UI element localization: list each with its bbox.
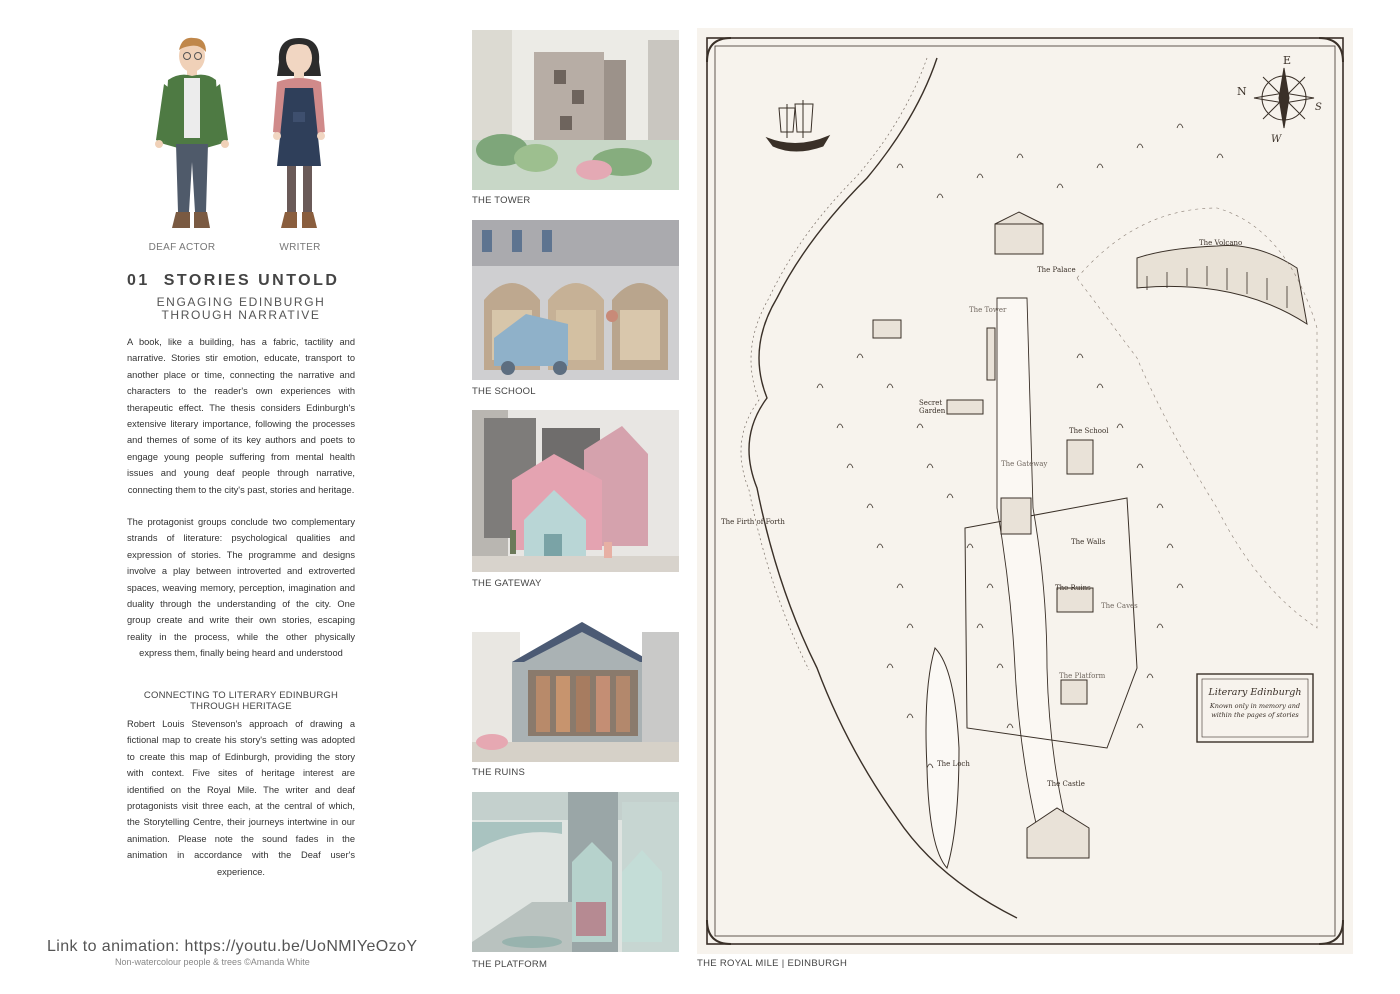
platform-illustration	[472, 792, 679, 952]
deaf-actor-figure	[150, 32, 240, 237]
title-text: STORIES UNTOLD	[163, 272, 340, 289]
body-paragraph-3: Robert Louis Stevenson's approach of drawing a fictional map to create his story's setting was adopted to create this map of Edinburgh, providing the story with context. Five sites of heritage interest are identified on the Royal Mile. The writer and deaf protagonists visit three each, at the central of which, the Storytelling Centre, their journeys intertwine in our animation. Please note the sound fades in the animation in accordance with the Deaf user's experience.	[127, 719, 355, 877]
label-firth: The Firth of Forth	[721, 518, 785, 526]
label-secret-garden-1: Secret	[919, 399, 943, 407]
label-loch: The Loch	[937, 760, 970, 768]
body-paragraph-1: A book, like a building, has a fabric, tactility and narrative. Stories stir emotion, educate, transport to another place or time, connecting the narrative and characters to the reader's own experiences with therapeutic effect. The thesis considers Edinburgh's extensive literary importance, following the processes and themes of some of its key authors and poets to engage young people suffering from mental health issues and young deaf people through narrative, connecting them to the city's past, stories and heritage.	[127, 337, 355, 495]
deaf-actor-label: DEAF ACTOR	[148, 242, 216, 253]
compass-n: N	[1237, 85, 1247, 98]
label-tower: The Tower	[969, 306, 1007, 314]
image-credit: Non-watercolour people & trees ©Amanda White	[115, 957, 310, 967]
writer-figure	[255, 32, 345, 237]
map-caption: THE ROYAL MILE | EDINBURGH	[697, 958, 848, 969]
legend-title: Literary Edinburgh	[1208, 687, 1302, 698]
ruins-illustration	[472, 602, 679, 762]
label-palace: The Palace	[1037, 266, 1076, 274]
compass-s: S	[1315, 102, 1322, 113]
legend-text: Known only in memory and within the pages of stories	[1209, 702, 1301, 719]
label-secret-garden-2: Garden	[919, 407, 946, 415]
label-platform: The Platform	[1059, 672, 1106, 680]
label-walls: The Walls	[1071, 538, 1106, 546]
gateway-illustration	[472, 410, 679, 572]
label-ruins: The Ruins	[1055, 584, 1091, 592]
map-legend	[1197, 674, 1313, 742]
platform-caption: THE PLATFORM	[472, 959, 548, 970]
tower-caption: THE TOWER	[472, 195, 531, 206]
gateway-caption: THE GATEWAY	[472, 578, 542, 589]
label-volcano: The Volcano	[1199, 239, 1243, 247]
label-caves: The Caves	[1101, 602, 1138, 610]
compass-e: E	[1283, 54, 1292, 67]
tower-illustration	[472, 30, 679, 190]
label-castle: The Castle	[1047, 780, 1085, 788]
school-caption: THE SCHOOL	[472, 386, 536, 397]
label-school: The School	[1069, 427, 1109, 435]
page-title	[127, 272, 339, 290]
page-subtitle: ENGAGING EDINBURGH THROUGH NARRATIVE	[156, 295, 326, 322]
writer-label: WRITER	[279, 242, 321, 253]
label-gateway: The Gateway	[1001, 460, 1048, 468]
ruins-caption: THE RUINS	[472, 767, 525, 778]
section-heading: CONNECTING TO LITERARY EDINBURGH THROUGH HERITAGE	[143, 690, 339, 712]
body-paragraph-2: The protagonist groups conclude two complementary strands of literature: psychological qualities and expression of stories. The programme and designs involve a play between introverted and extroverted spaces, weaving memory, perception, imagination and duality through the understanding of the city. One group create and write their own stories, escaping reality in the process, while the other physically express them, finally being heard and understood	[127, 517, 355, 659]
animation-link: Link to animation: https://youtu.be/UoNMIYeOzoY	[47, 938, 418, 955]
royal-mile-map	[697, 28, 1353, 954]
school-illustration	[472, 220, 679, 380]
section-number: 01	[127, 272, 150, 289]
compass-w: W	[1271, 134, 1282, 145]
